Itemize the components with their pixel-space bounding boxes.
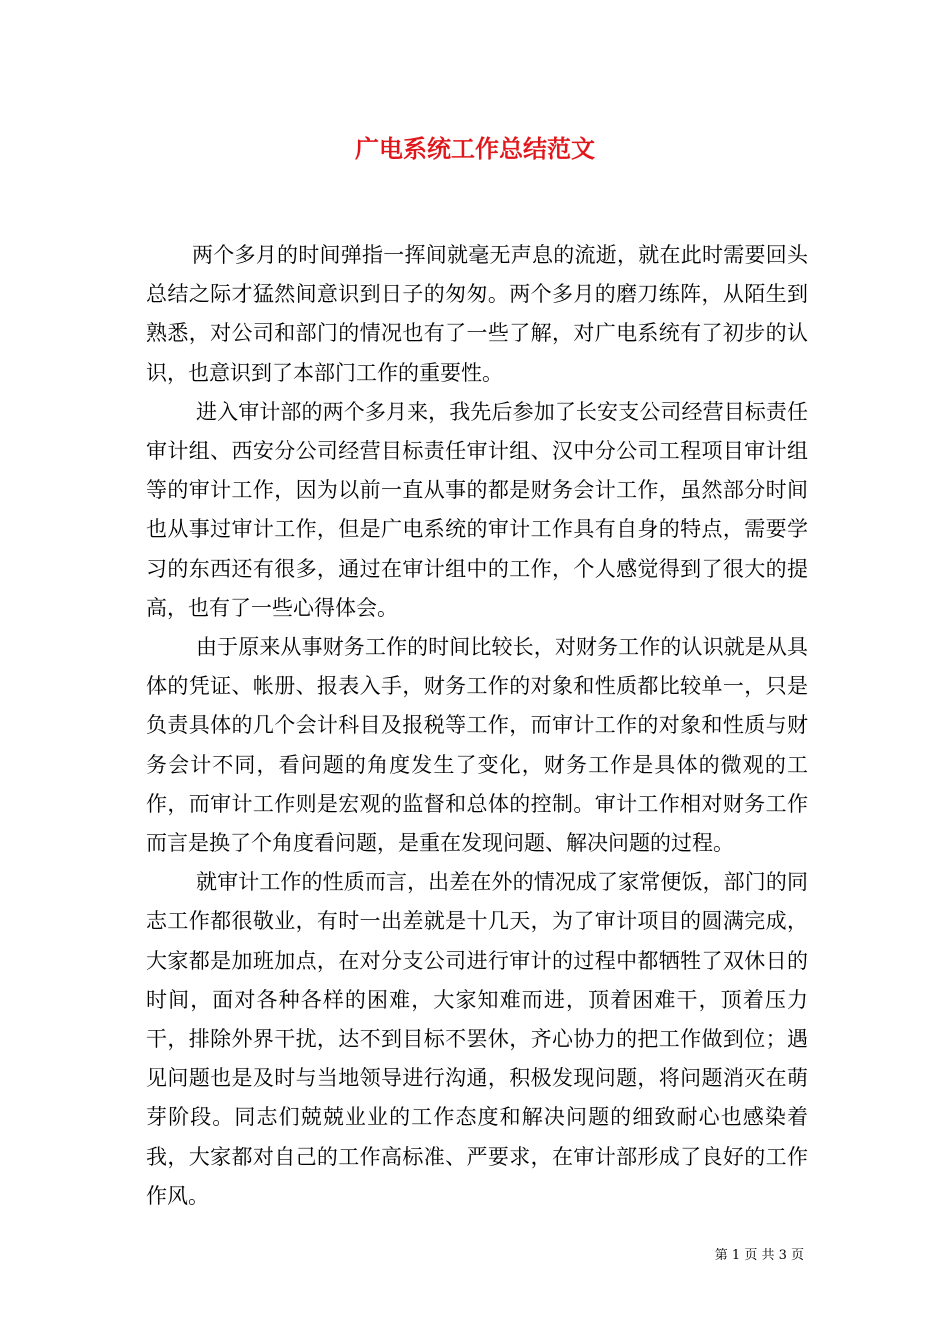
page-number-footer: 第 1 页 共 3 页 — [714, 1248, 804, 1263]
paragraph-3: 由于原来从事财务工作的时间比较长，对财务工作的认识就是从具体的凭证、帐册、报表入手，财务工作的对象和性质都比较单一，只是负责具体的几个会计科目及报税等工作，而审计工作的对象和性质与财务会计不同，看问题的角度发生了变化，财务工作是具体的微观的工作，而审计工作则是宏观的监督和总体的控制。审计工作相对财务工作而言是换了个角度看问题，是重在发现问题、解决问题的过程。 — [146, 635, 808, 856]
paragraph-1: 两个多月的时间弹指一挥间就毫无声息的流逝，就在此时需要回头总结之际才猛然间意识到日子的匆匆。两个多月的磨刀练阵，从陌生到熟悉，对公司和部门的情况也有了一些了解，对广电系统有了初步的认识，也意识到了本部门工作的重要性。 — [146, 243, 808, 385]
document-title: 广电系统工作总结范文 — [355, 134, 595, 163]
paragraph-4: 就审计工作的性质而言，出差在外的情况成了家常便饭，部门的同志工作都很敬业，有时一出差就是十几天，为了审计项目的圆满完成，大家都是加班加点，在对分支公司进行审计的过程中都牺牲了双休日的时间，面对各种各样的困难，大家知难而进，顶着困难干，顶着压力干，排除外界干扰，达不到目标不罢休，齐心协力的把工作做到位；遇见问题也是及时与当地领导进行沟通，积极发现问题，将问题消灭在萌芽阶段。同志们兢兢业业的工作态度和解决问题的细致耐心也感染着我，大家都对自己的工作高标准、严要求，在审计部形成了良好的工作作风。 — [146, 870, 808, 1208]
document-body — [146, 236, 808, 1216]
paragraph-2: 进入审计部的两个多月来，我先后参加了长安支公司经营目标责任审计组、西安分公司经营目标责任审计组、汉中分公司工程项目审计组等的审计工作，因为以前一直从事的都是财务会计工作，虽然部分时间也从事过审计工作，但是广电系统的审计工作具有自身的特点，需要学习的东西还有很多，通过在审计组中的工作，个人感觉得到了很大的提高，也有了一些心得体会。 — [146, 399, 808, 620]
